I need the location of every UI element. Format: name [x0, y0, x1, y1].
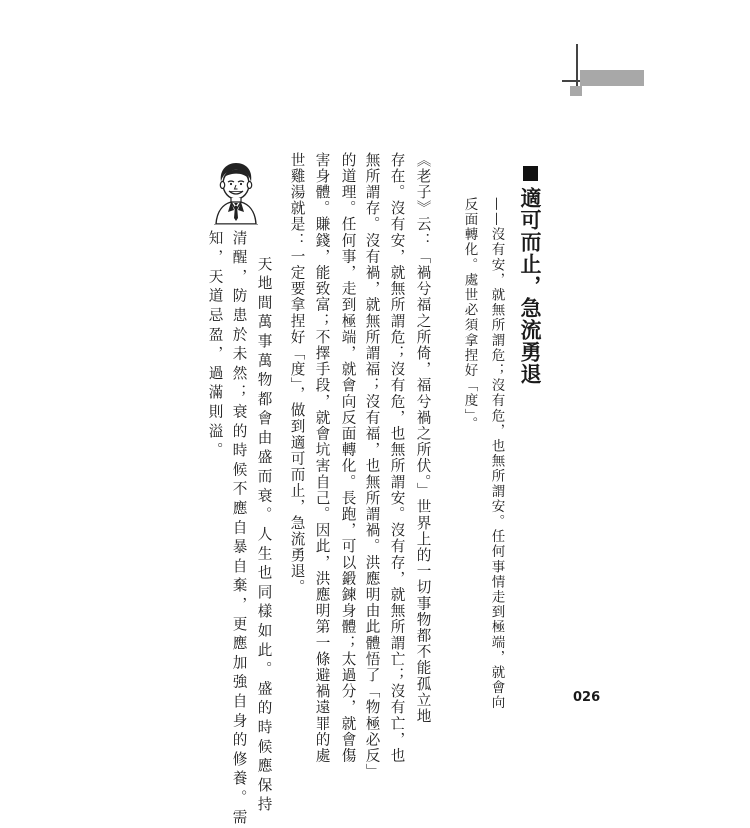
- body-line-5: 害身體。賺錢，能致富；不擇手段，就會坑害自己。因此，洪應明第一條避禍遠罪的處: [313, 152, 331, 764]
- cartoon-man-avatar: [212, 160, 260, 224]
- avatar-divider: [214, 224, 258, 225]
- note-line-3: 知，天道忌盈，過滿則溢。: [206, 230, 224, 462]
- body-line-3: 無所謂存。沒有禍，就無所謂福；沒有福，也無所謂禍。洪應明由此體悟了「物極必反」: [363, 152, 381, 780]
- body-line-1: 《老子》云：「禍兮福之所倚，福兮禍之所伏。」世界上的一切事物都不能孤立地: [414, 152, 432, 725]
- body-line-2: 存在。沒有安，就無所謂危；沒有危，也無所謂安。沒有存，就無所謂亡；沒有亡，也: [388, 152, 406, 764]
- corner-vertical-rule: [576, 44, 578, 92]
- note-line-1: 天地間萬事萬物都會由盛而衰。人生也同樣如此。盛的時候應保持: [255, 256, 273, 816]
- subtitle-line-1: ——沒有安，就無所謂危；沒有危，也無所謂安。任何事情走到極端，就會向: [488, 197, 505, 711]
- title-square-bullet: [523, 166, 538, 181]
- section-title-text: 適可而止，急流勇退: [518, 187, 542, 385]
- corner-gray-bar: [580, 70, 644, 86]
- subtitle-line-2: 反面轉化。處世必須拿捏好「度」。: [461, 197, 478, 432]
- body-line-6: 世雞湯就是：一定要拿捏好「度」，做到適可而止，急流勇退。: [288, 152, 306, 596]
- note-line-2: 清醒，防患於未然；衰的時候不應自暴自棄，更應加強自身的修養。需: [230, 230, 248, 828]
- corner-gray-square: [570, 86, 582, 96]
- body-line-4: 的道理。任何事，走到極端，就會向反面轉化。長跑，可以鍛鍊身體；太過分，就會傷: [339, 152, 357, 764]
- page-number: 026: [573, 690, 601, 705]
- section-title: [519, 166, 540, 385]
